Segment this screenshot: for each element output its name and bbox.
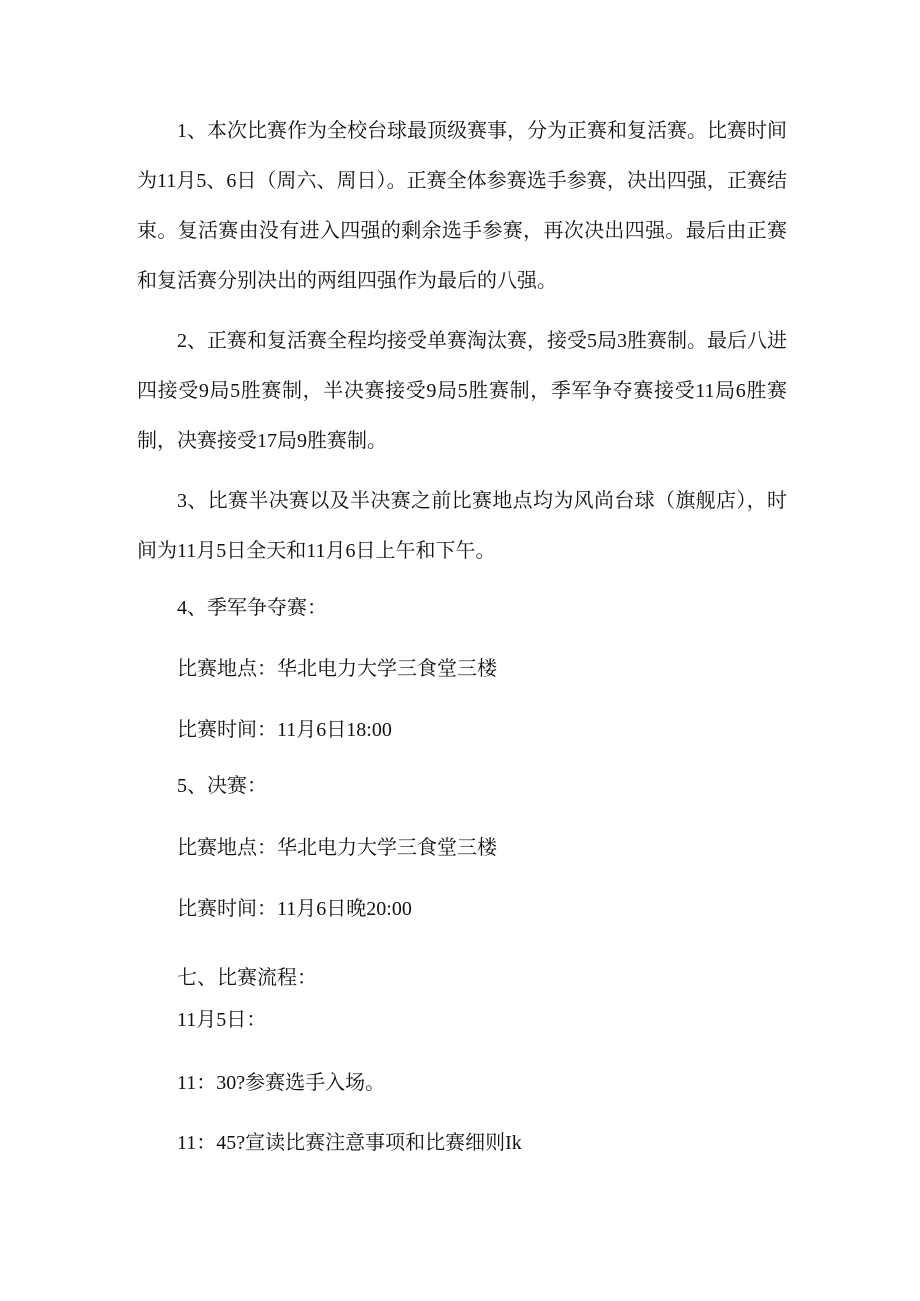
- item-4-title: 4、季军争夺赛：: [177, 597, 327, 619]
- item-4-time: 比赛时间：11月6日18:00: [177, 719, 392, 741]
- paragraph-rule-1: 1、本次比赛作为全校台球最顶级赛事，分为正赛和复活赛。比赛时间为11月5、6日（周六、周日）。正赛全体参赛选手参赛，决出四强，正赛结束。复活赛由没有进入四强的剩余选手参赛，再次决出四强。最后由正赛和复活赛分别决出的两组四强作为最后的八强。: [137, 120, 787, 292]
- paragraph-rule-2: 2、正赛和复活赛全程均接受单赛淘汰赛，接受5局3胜赛制。最后八进四接受9局5胜赛制，半决赛接受9局5胜赛制，季军争夺赛接受11局6胜赛制，决赛接受17局9胜赛制。: [137, 330, 787, 452]
- day-1-date: 11月5日：: [177, 1009, 267, 1031]
- section-7-title: 七、比赛流程：: [177, 967, 317, 989]
- item-5-title: 5、决赛：: [177, 775, 267, 797]
- schedule-item-1130: 11：30?参赛选手入场。: [177, 1072, 386, 1094]
- item-4-venue: 比赛地点：华北电力大学三食堂三楼: [177, 658, 497, 680]
- item-5-time: 比赛时间：11月6日晚20:00: [177, 898, 412, 920]
- paragraph-rule-3: 3、比赛半决赛以及半决赛之前比赛地点均为风尚台球（旗舰店），时间为11月5日全天和11月6日上午和下午。: [137, 490, 787, 562]
- item-5-venue: 比赛地点：华北电力大学三食堂三楼: [177, 837, 497, 859]
- schedule-item-1145: 11：45?宣读比赛注意事项和比赛细则Ik: [177, 1132, 522, 1154]
